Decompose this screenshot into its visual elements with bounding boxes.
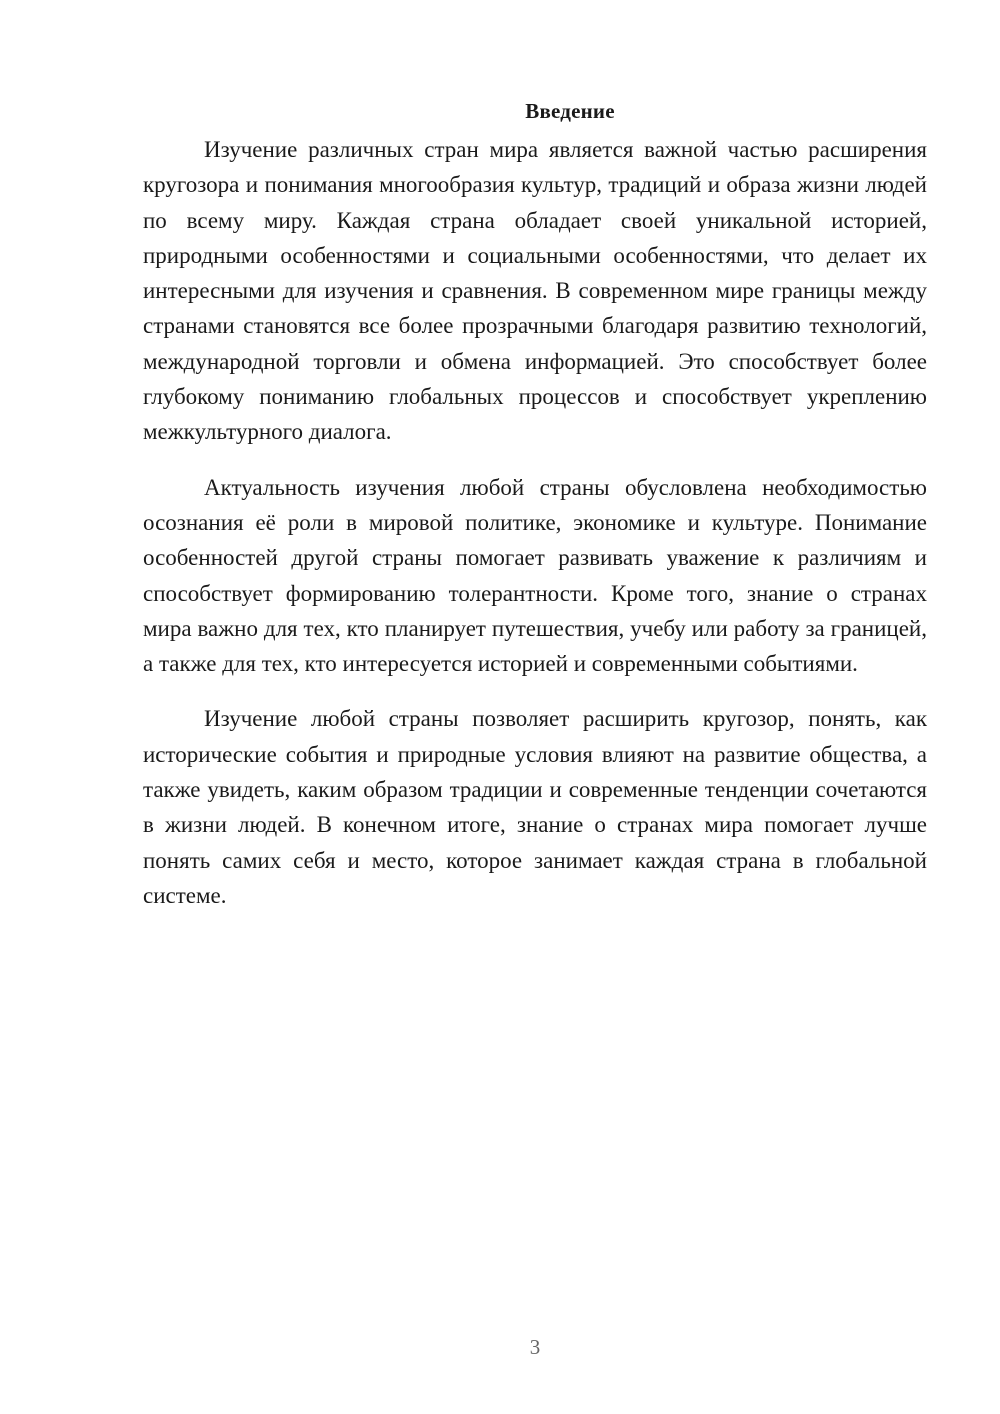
page-content bbox=[143, 96, 927, 933]
paragraph-relevance: Актуальность изучения любой страны обусловлена необходимостью осознания её роли в мировой политике, экономике и культуре. Понимание особенностей другой страны помогает развивать уважение к различиям и способствует формированию толерантности. Кроме того, знание о странах мира важно для тех, кто планирует путешествия, учебу или работу за границей, а также для тех, кто интересуется историей и современными событиями. bbox=[143, 474, 927, 677]
section-heading: Введение bbox=[525, 99, 615, 123]
paragraph-intro: Изучение различных стран мира является важной частью расширения кругозора и понимания многообразия культур, традиций и образа жизни людей по всему миру. Каждая страна обладает своей уникальной историей, природными особенностями и социальными особенностями, что делает их интересными для изучения и сравнения. В современном мире границы между странами становятся все более прозрачными благодаря развитию технологий, международной торговли и обмена информацией. Это способствует более глубокому пониманию глобальных процессов и способствует укреплению межкультурного диалога. bbox=[143, 137, 927, 445]
paragraph-conclusion: Изучение любой страны позволяет расширить кругозор, понять, как исторические события и природные условия влияют на развитие общества, а также увидеть, каким образом традиции и современные тенденции сочетаются в жизни людей. В конечном итоге, знание о странах мира помогает лучше понять самих себя и место, которое занимает каждая страна в глобальной системе. bbox=[143, 706, 927, 908]
page-number: 3 bbox=[529, 1335, 541, 1359]
